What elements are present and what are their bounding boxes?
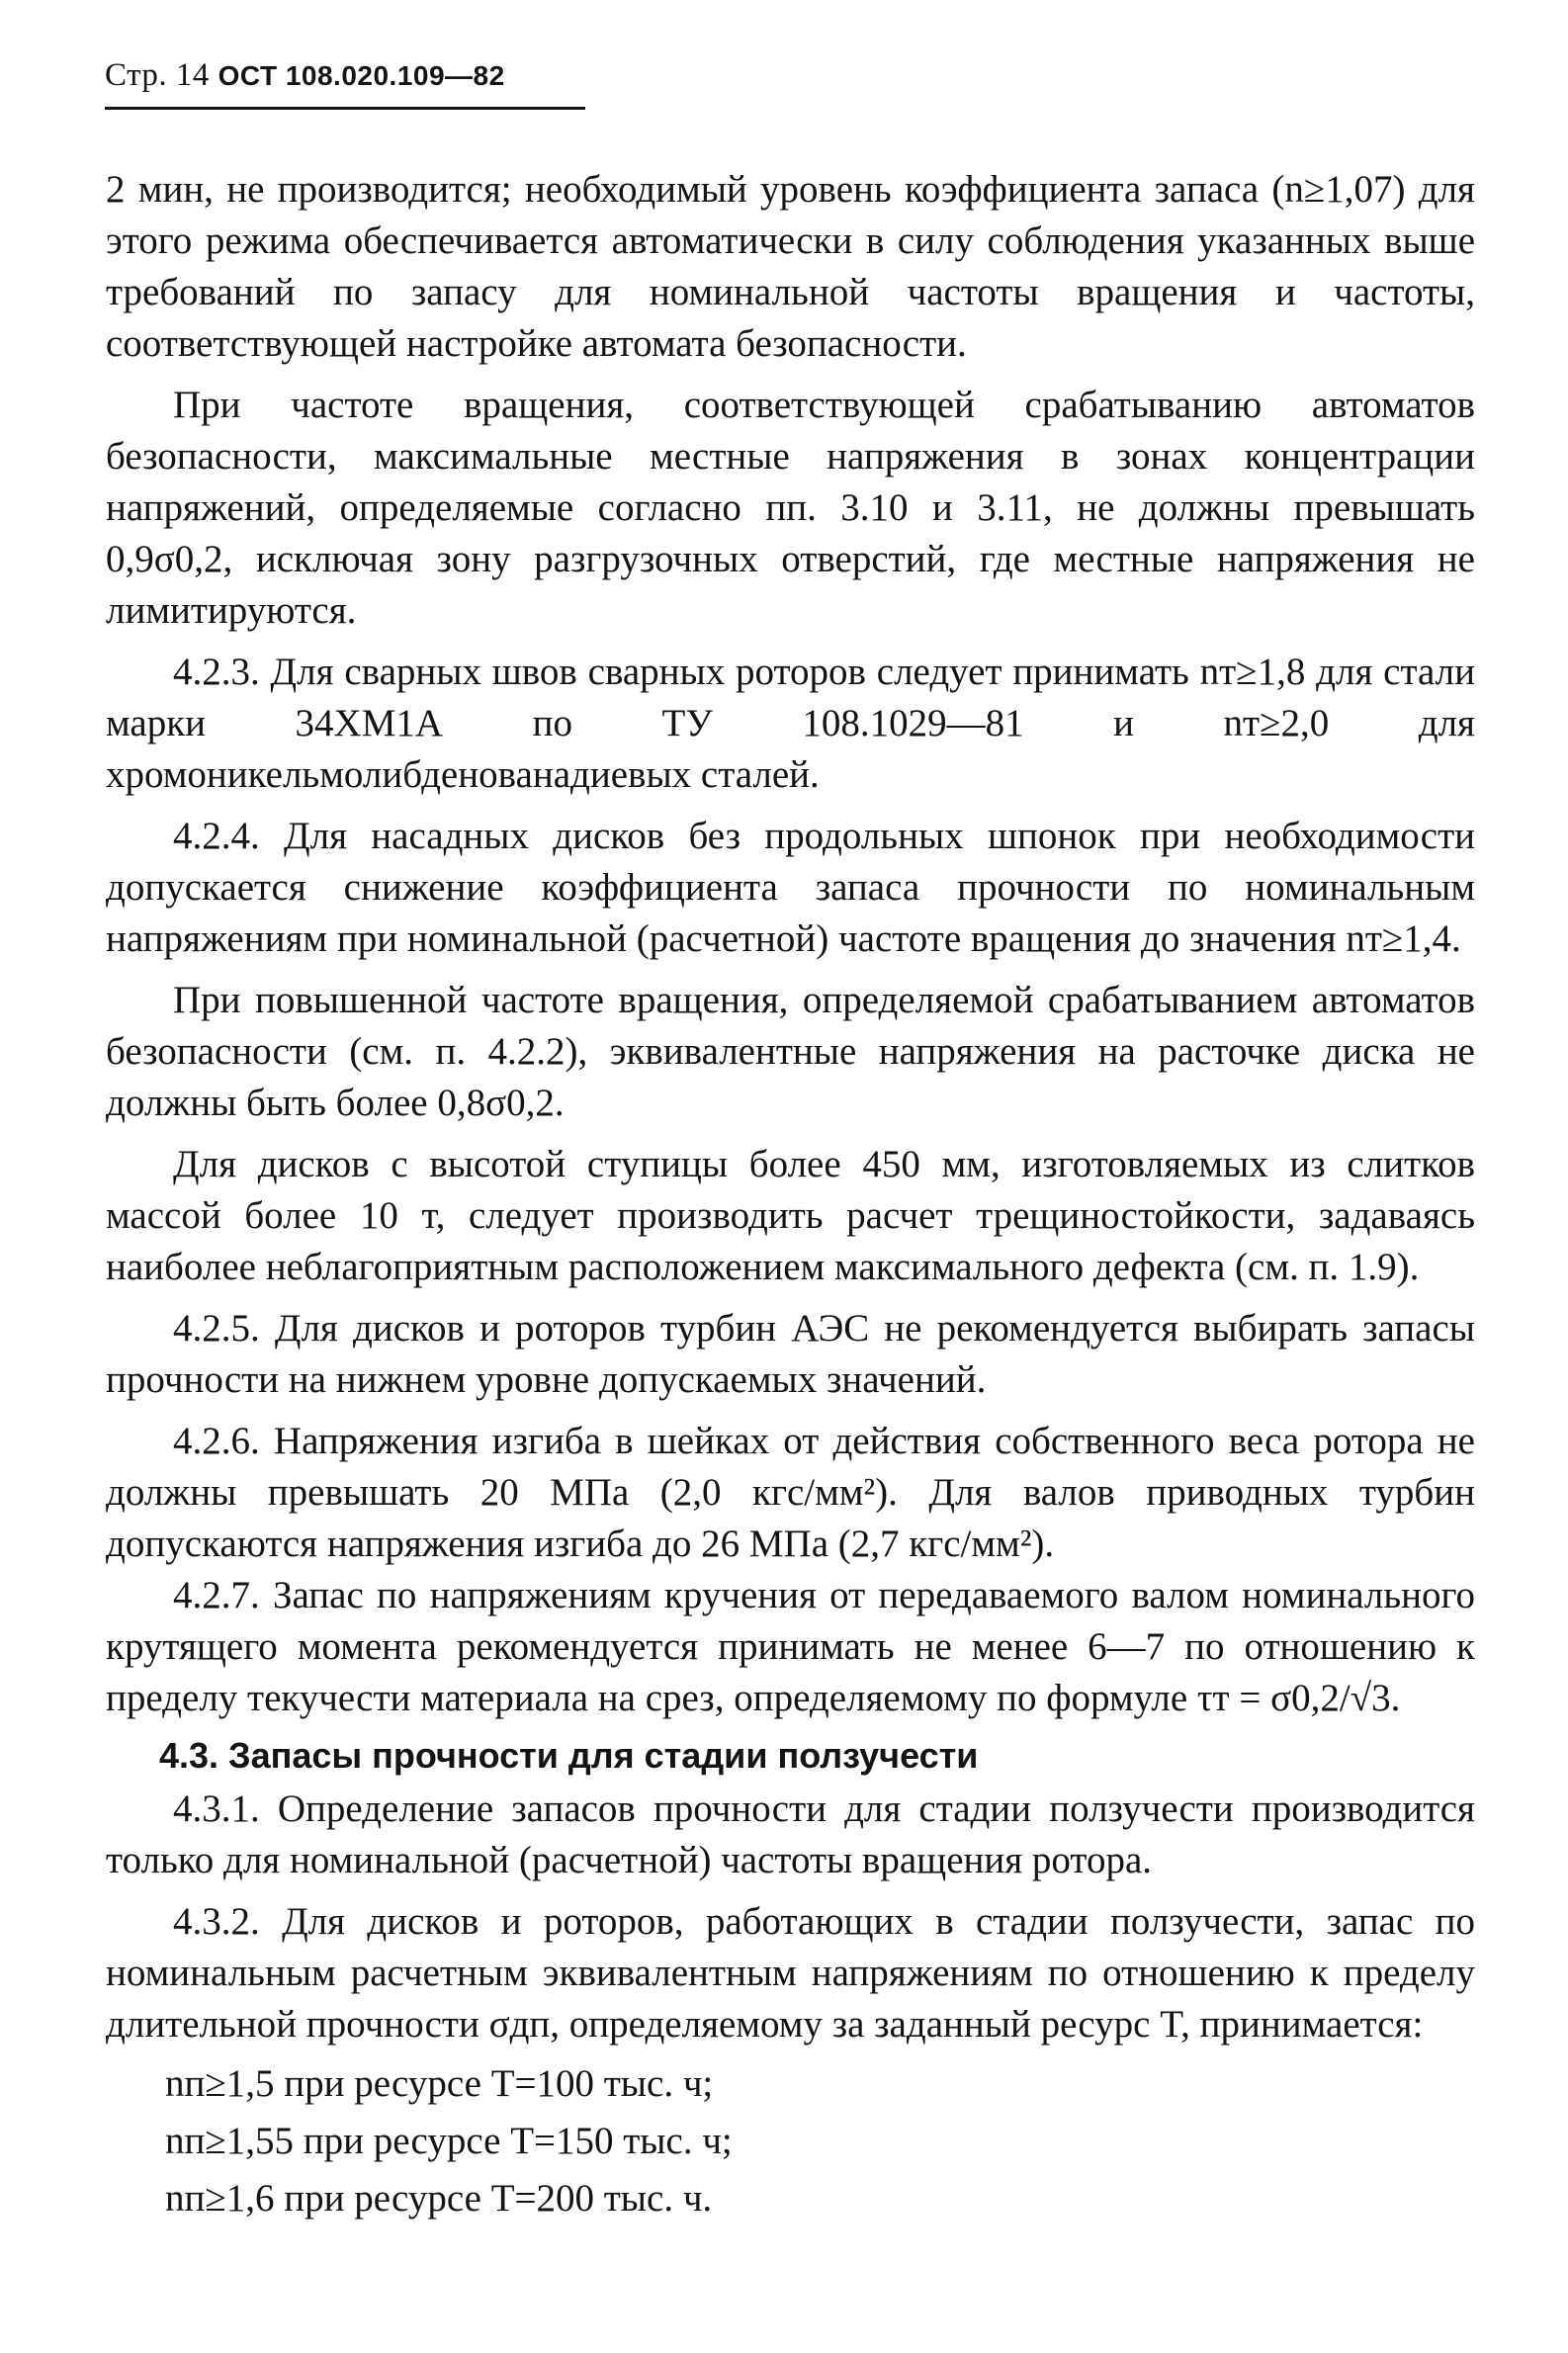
paragraph: При повышенной частоте вращения, определяемой срабатыванием автоматов безопасности (см. п. 4.2.2), эквивалентные напряжения на расточке диска не должны быть более 0,8σ0,2. [106,979,1475,1124]
formula-line: nп≥1,5 при ресурсе T=100 тыс. ч; [165,2062,714,2105]
standard-code: ОСТ 108.020.109—82 [218,60,505,91]
page-header [105,57,505,94]
formula-list [106,2058,1475,2224]
clause-4-2-6: 4.2.6. Напряжения изгиба в шейках от действия собственного веса ротора не должны превышать 20 МПа (2,0 кгс/мм²). Для валов приводных турбин допускаются напряжения изгиба до 26 МПа (2,7 кгс/мм²). [106,1420,1475,1565]
clause-4-3-2: 4.3.2. Для дисков и роторов, работающих в стадии ползучести, запас по номинальным расчетным эквивалентным напряжениям по отношению к пределу длительной прочности σдп, определяемому за заданный ресурс T, принимается: [106,1900,1475,2046]
clause-4-2-5: 4.2.5. Для дисков и роторов турбин АЭС не рекомендуется выбирать запасы прочности на нижнем уровне допускаемых значений. [106,1307,1475,1401]
paragraph: Для дисков с высотой ступицы более 450 мм, изготовляемых из слитков массой более 10 т, следует производить расчет трещиностойкости, задаваясь наиболее неблагоприятным расположением максимального дефекта (см. п. 1.9). [106,1143,1475,1288]
clause-4-2-4: 4.2.4. Для насадных дисков без продольных шпонок при необходимости допускается снижение коэффициента запаса прочности по номинальным напряжениям при номинальной (расчетной) частоте вращения до значения nт≥1,4. [106,815,1475,960]
section-heading-4-3: 4.3. Запасы прочности для стадии ползучести [159,1735,979,1776]
clause-4-3-1: 4.3.1. Определение запасов прочности для стадии ползучести производится только для номинальной (расчетной) частоты вращения ротора. [106,1787,1475,1881]
clause-4-2-7: 4.2.7. Запас по напряжениям кручения от передаваемого валом номинального крутящего момента рекомендуется принимать не менее 6—7 по отношению к пределу текучести материала на срез, определяемому по формуле τт = σ0,2/√3. [106,1574,1475,1719]
formula-line: nп≥1,55 при ресурсе T=150 тыс. ч; [165,2120,733,2162]
clause-4-2-3: 4.2.3. Для сварных швов сварных роторов следует принимать nт≥1,8 для стали марки 34ХМ1А по ТУ 108.1029—81 и nт≥2,0 для хромоникельмолибденованадиевых сталей. [106,651,1475,796]
page-number: Стр. 14 [105,57,210,93]
paragraph: При частоте вращения, соответствующей срабатыванию автоматов безопасности, максимальные местные напряжения в зонах концентрации напряжений, определяемые согласно пп. 3.10 и 3.11, не должны превышать 0,9σ0,2, исключая зону разгрузочных отверстий, где местные напряжения не лимитируются. [106,384,1475,632]
document-body [106,164,1475,2230]
paragraph-continued: 2 мин, не производится; необходимый уровень коэффициента запаса (n≥1,07) для этого режима обеспечивается автоматически в силу соблюдения указанных выше требований по запасу для номинальной частоты вращения и частоты, соответствующей настройке автомата безопасности. [106,168,1475,365]
formula-line: nп≥1,6 при ресурсе T=200 тыс. ч. [165,2177,713,2220]
header-underline [105,107,585,110]
